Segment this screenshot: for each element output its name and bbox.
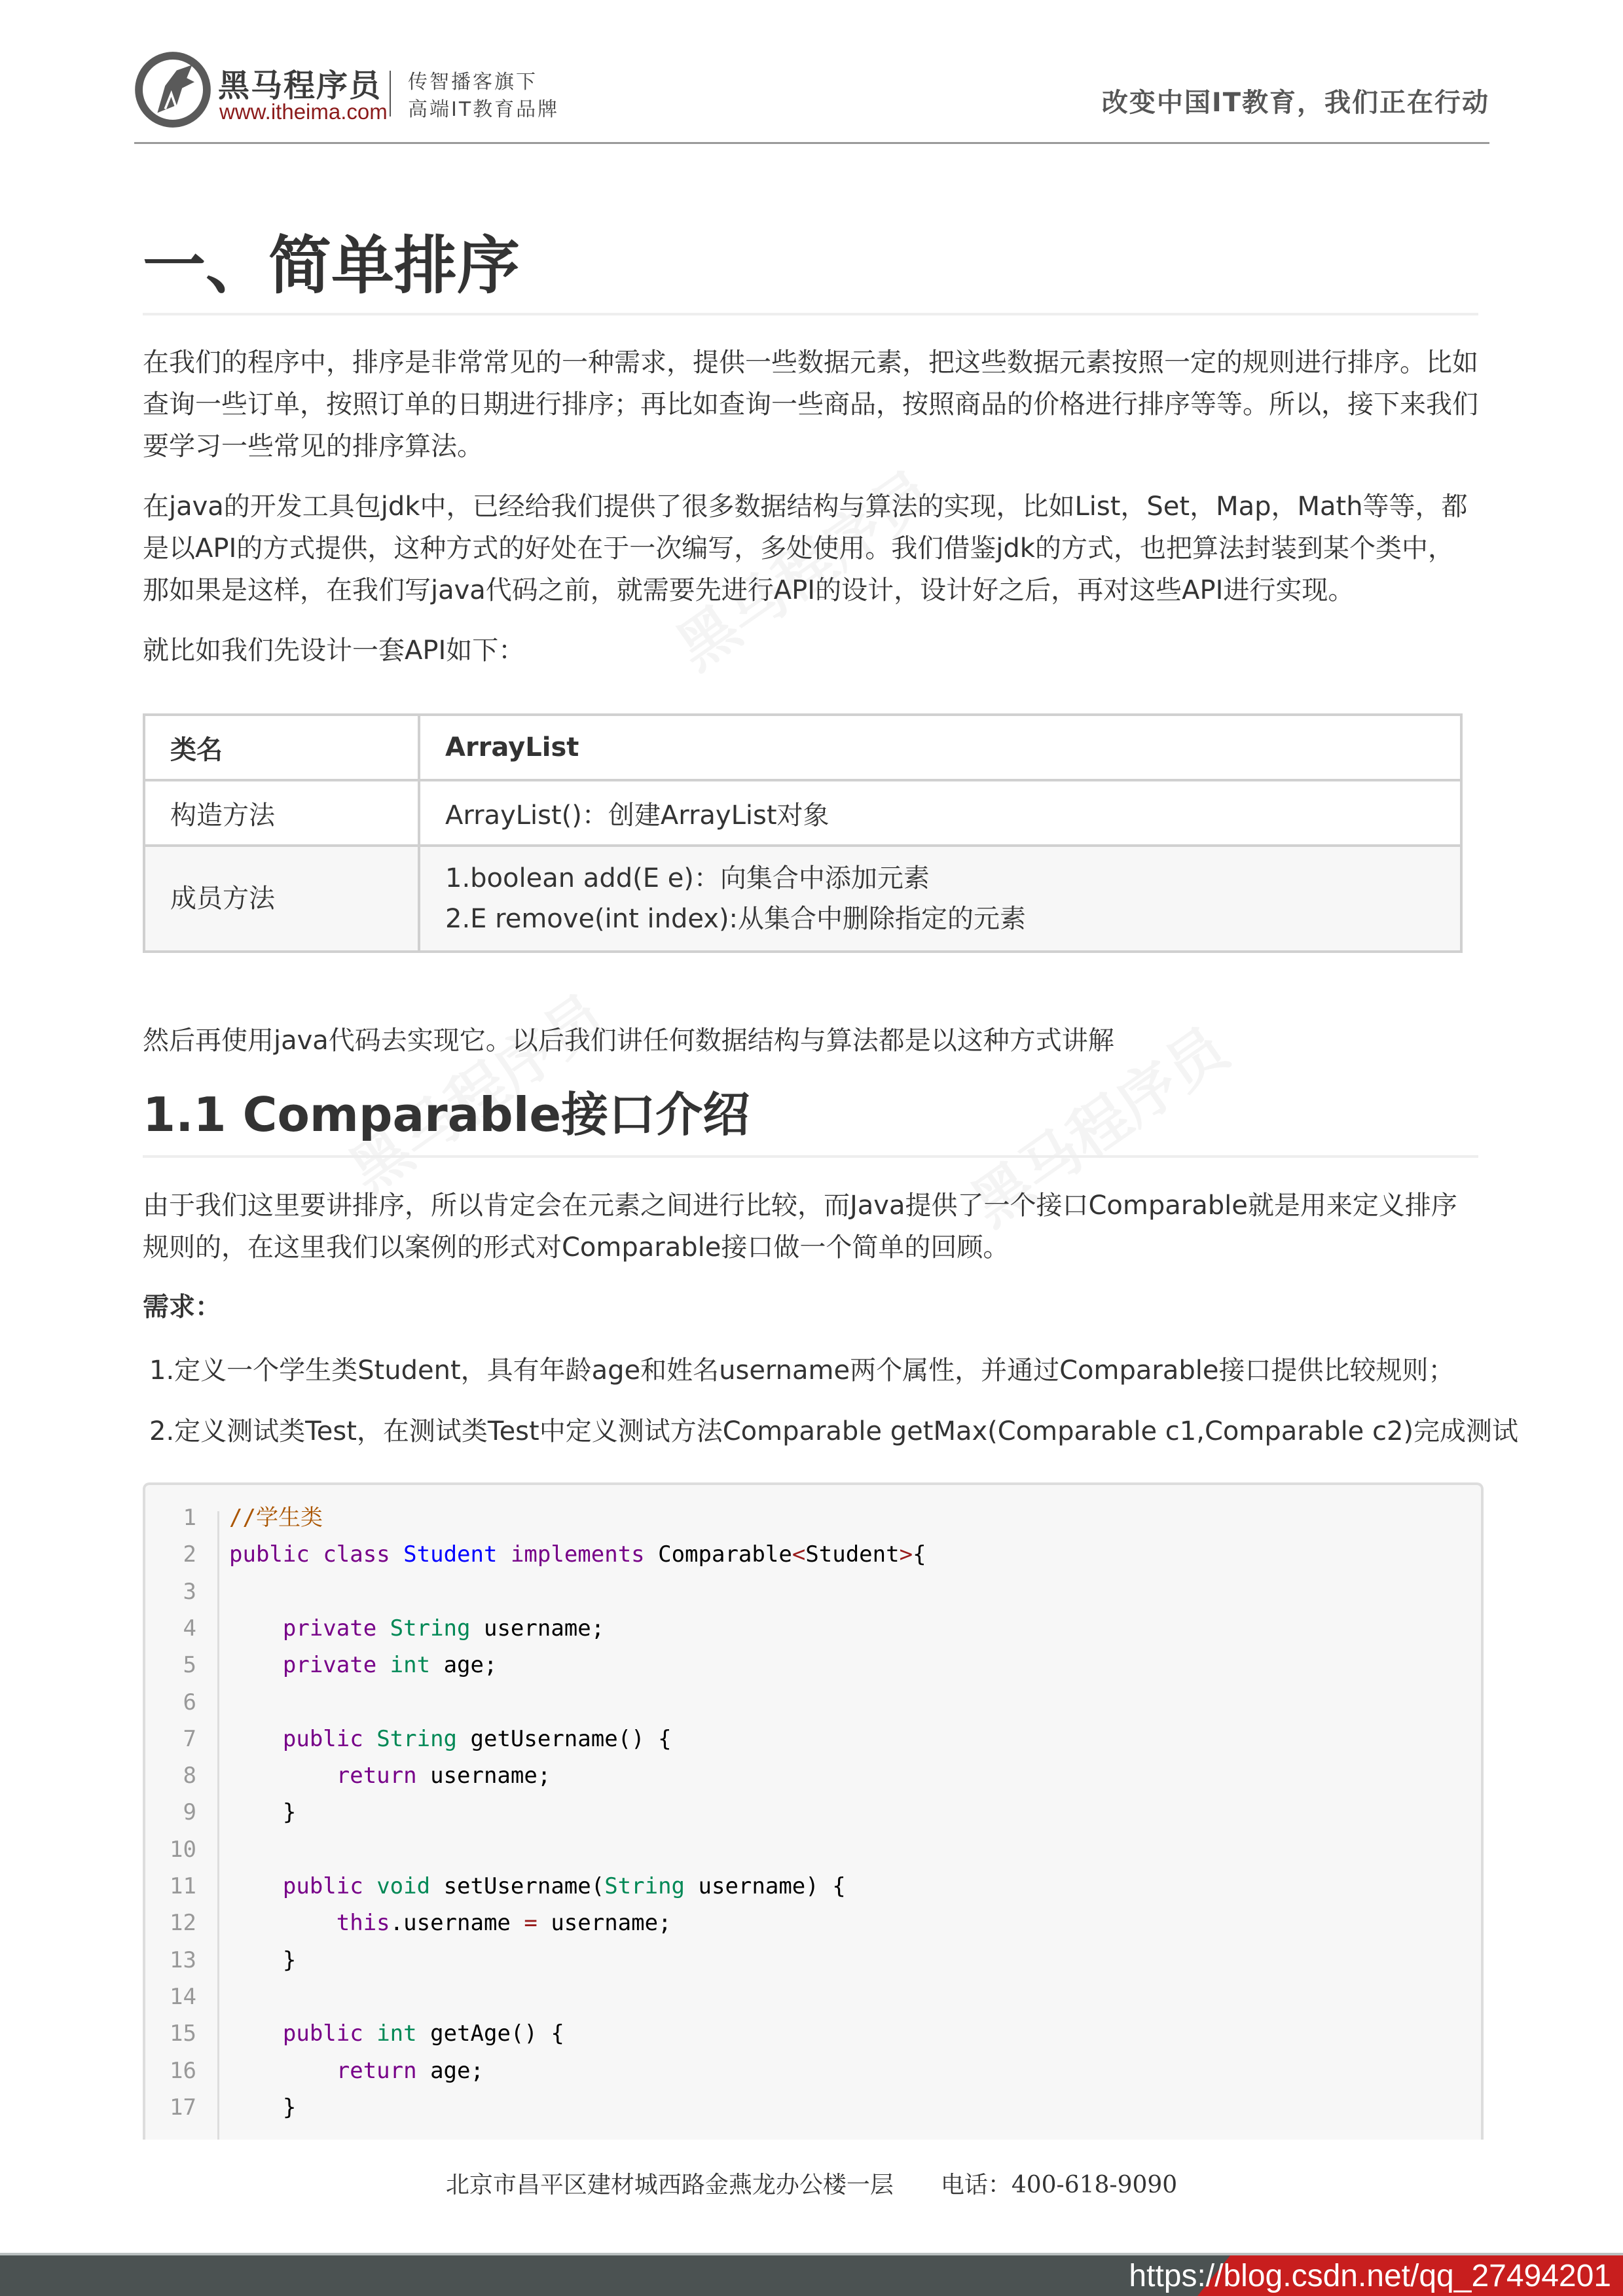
horse-logo-icon (134, 51, 211, 128)
code-text: private int age; (282, 1652, 498, 1679)
requirement-item: 2.定义测试类Test，在测试类Test中定义测试方法Comparable getMax(Comparable c1,Comparable c2)完成测试 (149, 1416, 1519, 1446)
footer-url[interactable]: https://blog.csdn.net/qq_27494201 (1129, 2259, 1611, 2293)
table-row (144, 715, 1461, 780)
line-number: 5 (183, 1652, 196, 1679)
line-number: 7 (183, 1725, 196, 1752)
line-number: 12 (170, 1910, 196, 1937)
code-text: this.username = username; (336, 1910, 672, 1937)
requirement-item: 1.定义一个学生类Student，具有年龄age和姓名username两个属性，并通过Comparable接口提供比较规则； (149, 1355, 1455, 1386)
code-text: } (229, 2094, 297, 2121)
method-remove: 2.E remove(int index):从集合中删除指定的元素 (445, 904, 1027, 934)
paragraph-intro: 在我们的程序中，排序是非常常见的一种需求，提供一些数据元素，把这些数据元素按照一定的规则进行排序。比如查询一些订单，按照订单的日期进行排序；再比如查询一些商品，按照商品的价格进行排序等等。所以，接下来我们要学习一些常见的排序算法。 (143, 348, 1478, 461)
paragraph-comparable: 由于我们这里要讲排序，所以肯定会在元素之间进行比较，而Java提供了一个接口Comparable就是用来定义排序规则的，在这里我们以案例的形式对Comparable接口做一个简单的回顾。 (143, 1191, 1457, 1263)
table-cell-label: 成员方法 (144, 846, 419, 952)
code-text: private String username; (282, 1615, 605, 1641)
table-cell-value (419, 846, 1461, 952)
code-block[interactable] (143, 1482, 1484, 2140)
line-number: 10 (170, 1836, 196, 1863)
footer-address: 北京市昌平区建材城西路金燕龙办公楼一层 电话：400-618-9090 (445, 2172, 1178, 2198)
paragraph-api-lead: 就比如我们先设计一套API如下： (143, 636, 525, 666)
code-text: } (229, 1946, 297, 1973)
paragraph-jdk: 在java的开发工具包jdk中，已经给我们提供了很多数据结构与算法的实现，比如List，Set，Map，Math等等，都是以API的方式提供，这种方式的好处在于一次编写，多处使用。我们借鉴jdk的方式，也把算法封装到某个类中，那如果是这样，在我们写java代码之前，就需要先进行API的设计，设计好之后，再对这些API进行实现。 (143, 492, 1468, 605)
line-number: 13 (170, 1946, 196, 1973)
code-text: public void setUsername(String username) { (282, 1873, 846, 1899)
page-title: 一、简单排序 (143, 229, 520, 302)
method-add: 1.boolean add(E e)：向集合中添加元素 (445, 863, 930, 893)
line-number: 2 (183, 1541, 196, 1568)
table-cell-label: 类名 (144, 715, 419, 780)
paragraph-implement: 然后再使用java代码去实现它。以后我们讲任何数据结构与算法都是以这种方式讲解 (143, 1026, 1114, 1056)
logo-tagline-1: 传智播客旗下 (408, 71, 538, 94)
code-text: public String getUsername() { (282, 1725, 672, 1752)
header-divider (134, 142, 1489, 144)
page-header (134, 46, 1489, 144)
subsection-divider (143, 1155, 1478, 1158)
header-slogan: 改变中国IT教育，我们正在行动 (1101, 88, 1489, 118)
code-text: return username; (336, 1763, 551, 1789)
logo-name: 黑马程序员 (218, 67, 382, 104)
table-cell-value: ArrayList (419, 715, 1461, 780)
line-number: 3 (183, 1578, 196, 1605)
table-row (144, 846, 1461, 952)
footer-bar (0, 2253, 1623, 2296)
line-number: 6 (183, 1689, 196, 1715)
line-number: 9 (183, 1799, 196, 1826)
line-number: 8 (183, 1763, 196, 1789)
logo-url: www.itheima.com (219, 99, 388, 124)
line-number: 17 (170, 2094, 196, 2121)
api-table (143, 713, 1463, 953)
code-text: return age; (336, 2057, 484, 2084)
line-number: 15 (170, 2020, 196, 2047)
logo-divider (390, 71, 391, 117)
table-row (144, 780, 1461, 846)
requirement-label: 需求： (143, 1292, 221, 1322)
code-text: public int getAge() { (282, 2020, 564, 2047)
table-cell-value: ArrayList()：创建ArrayList对象 (419, 780, 1461, 846)
code-text: //学生类 (229, 1505, 323, 1531)
line-number: 4 (183, 1615, 196, 1641)
title-divider (143, 313, 1478, 315)
table-cell-label: 构造方法 (144, 780, 419, 846)
code-text: public class Student implements Comparable<Student>{ (229, 1541, 926, 1568)
line-number: 16 (170, 2057, 196, 2084)
line-number: 14 (170, 1983, 196, 2010)
line-number: 11 (170, 1873, 196, 1899)
subsection-title: 1.1 Comparable接口介绍 (143, 1087, 750, 1142)
line-number: 1 (183, 1505, 196, 1531)
logo-tagline-2: 高端IT教育品牌 (408, 98, 560, 121)
code-text: } (229, 1799, 297, 1826)
